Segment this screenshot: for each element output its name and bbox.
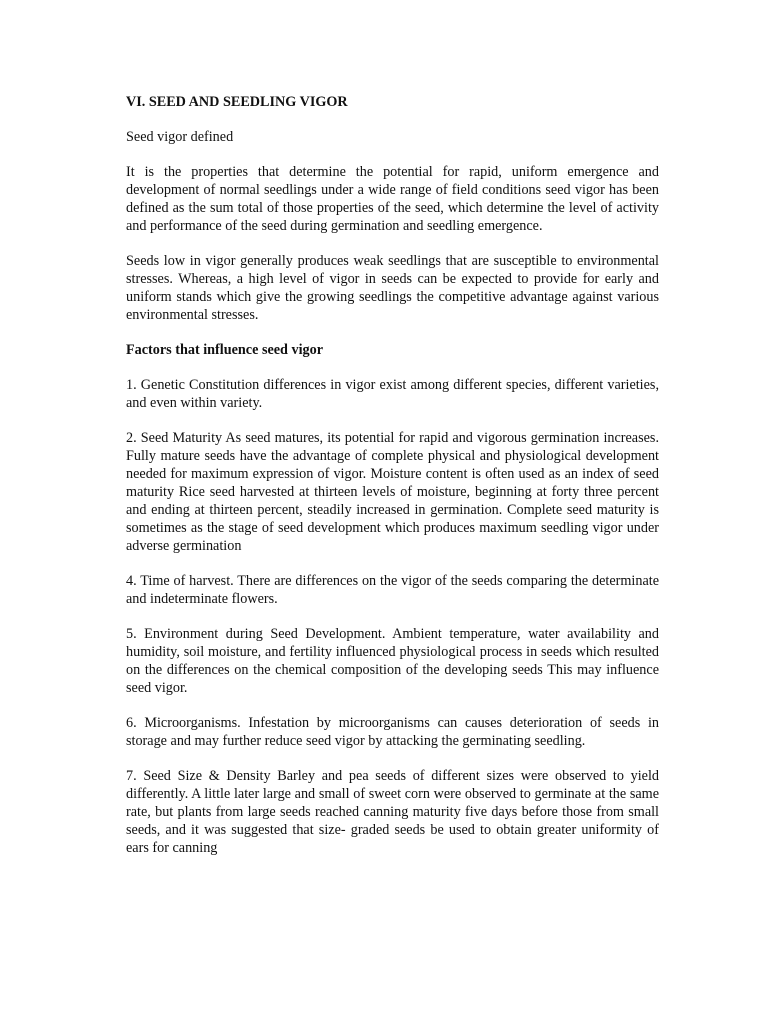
factor-seed-maturity: 2. Seed Maturity As seed matures, its potential for rapid and vigorous germination increases. Fully mature seeds have the advantage of complete physical and physiological development needed for maximum expression of vigor. Moisture content is often used as an index of seed maturity Rice seed harvested at thirteen levels of moisture, beginning at forty three percent and ending at thirteen percent, steadily increased in germination. Complete seed maturity is sometimes as the stage of seed development which produces maximum seedling vigor under adverse germination <box>126 430 659 554</box>
section-title: VI. SEED AND SEEDLING VIGOR <box>126 94 348 110</box>
factor-genetic-constitution: 1. Genetic Constitution differences in vigor exist among different species, different varieties, and even within variety. <box>126 377 659 411</box>
document-page <box>126 93 659 874</box>
factors-heading: Factors that influence seed vigor <box>126 342 324 358</box>
factor-environment: 5. Environment during Seed Development. Ambient temperature, water availability and humidity, soil moisture, and fertility influenced physiological process in seeds which resulted on the differences on the chemical composition of the developing seeds This may influence seed vigor. <box>126 626 659 696</box>
factor-microorganisms: 6. Microorganisms. Infestation by microorganisms can causes deterioration of seeds in storage and may further reduce seed vigor by attacking the germinating seedling. <box>126 715 659 749</box>
section-subtitle: Seed vigor defined <box>126 129 234 145</box>
paragraph-definition: It is the properties that determine the potential for rapid, uniform emergence and development of normal seedlings under a wide range of field conditions seed vigor has been defined as the sum total of those properties of the seed, which determine the level of activity and performance of the seed during germination and seedling emergence. <box>126 164 659 234</box>
factor-seed-size-density: 7. Seed Size & Density Barley and pea seeds of different sizes were observed to yield differently. A little later large and small of sweet corn were observed to germinate at the same rate, but plants from large seeds reached canning maturity five days before those from small seeds, and it was suggested that size- graded seeds be used to obtain greater uniformity of ears for canning <box>126 768 659 856</box>
paragraph-low-vigor: Seeds low in vigor generally produces weak seedlings that are susceptible to environmental stresses. Whereas, a high level of vigor in seeds can be expected to provide for early and uniform stands which give the growing seedlings the competitive advantage against various environmental stresses. <box>126 253 659 323</box>
factor-time-of-harvest: 4. Time of harvest. There are differences on the vigor of the seeds comparing the determinate and indeterminate flowers. <box>126 573 659 607</box>
